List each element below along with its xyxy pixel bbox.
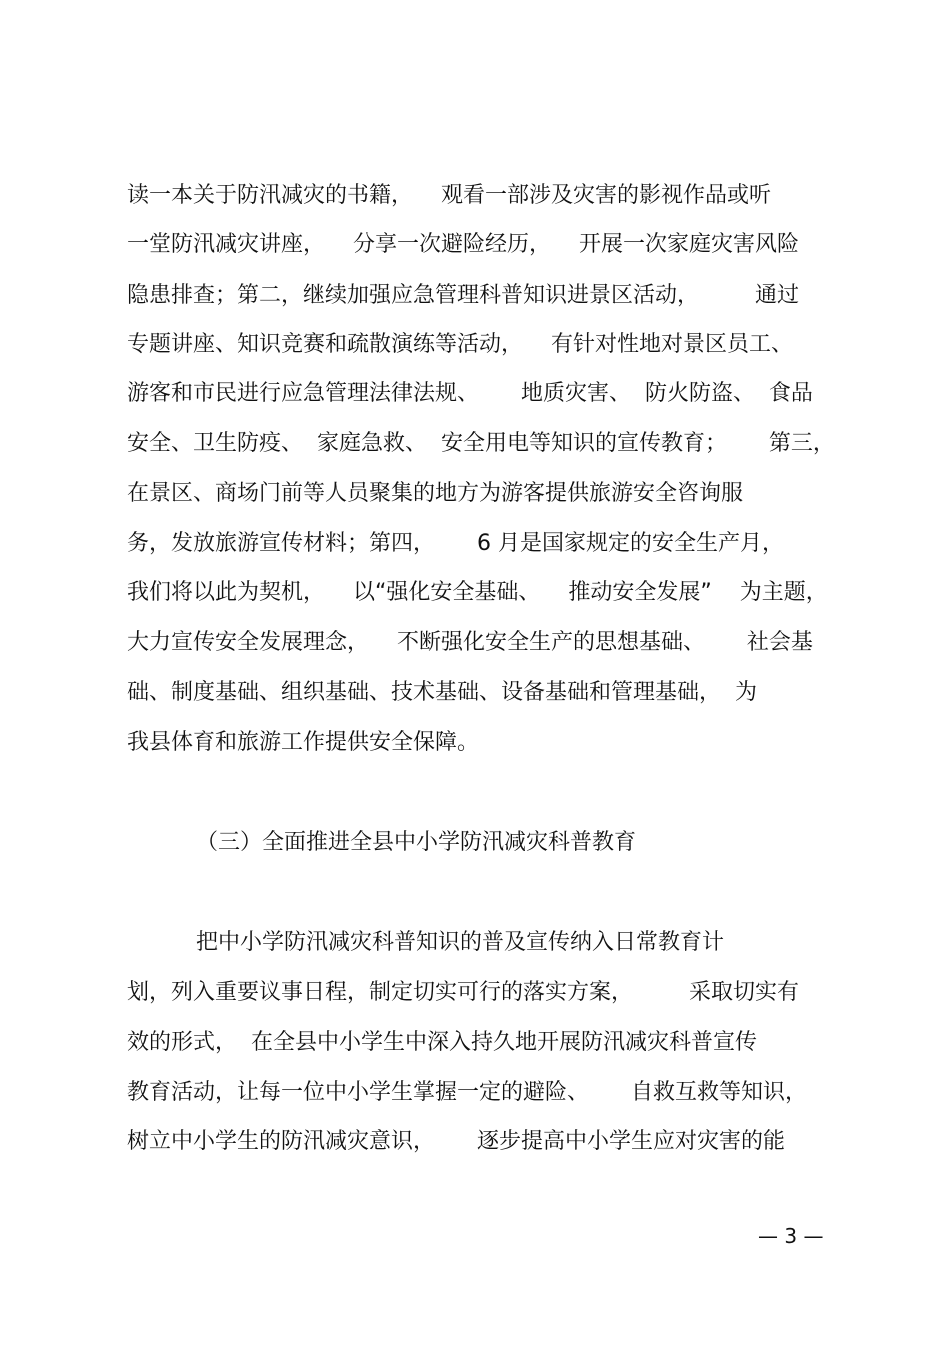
paragraph-line: 专题讲座、知识竞赛和疏散演练等活动， 有针对性地对景区员工、 — [127, 332, 793, 357]
paragraph-line: 划，列入重要议事日程，制定切实可行的落实方案， 采取切实有 — [127, 980, 799, 1005]
paragraph-line: 大力宣传安全发展理念， 不断强化安全生产的思想基础、 社会基 — [127, 630, 813, 655]
paragraph-line: 隐患排查；第二，继续加强应急管理科普知识进景区活动， 通过 — [127, 283, 799, 308]
paragraph-line: 游客和市民进行应急管理法律法规、 地质灾害、 防火防盗、 食品 — [127, 381, 813, 406]
paragraph-line: 安全、卫生防疫、 家庭急救、 安全用电等知识的宣传教育； 第三， — [127, 431, 835, 456]
paragraph-line: 树立中小学生的防汛减灾意识， 逐步提高中小学生应对灾害的能 — [127, 1129, 785, 1154]
paragraph-line: 教育活动，让每一位中小学生掌握一定的避险、 自救互救等知识， — [127, 1080, 807, 1105]
paragraph-line: 我县体育和旅游工作提供安全保障。 — [127, 730, 480, 755]
paragraph-line: 务，发放旅游宣传材料；第四， 6 月是国家规定的安全生产月， — [127, 531, 784, 556]
paragraph-line: 我们将以此为契机， 以“强化安全基础、 推动安全发展” 为主题， — [127, 580, 828, 605]
paragraph-line: 在景区、商场门前等人员聚集的地方为游客提供旅游安全咨询服 — [127, 481, 744, 506]
section-heading: （三）全面推进全县中小学防汛减灾科普教育 — [196, 830, 637, 855]
page-number: — 3 — — [758, 1224, 824, 1248]
paragraph-line: 效的形式， 在全县中小学生中深入持久地开展防汛减灾科普宣传 — [127, 1030, 757, 1055]
paragraph-line: 础、制度基础、组织基础、技术基础、设备基础和管理基础， 为 — [127, 680, 757, 705]
paragraph-line: 读一本关于防汛减灾的书籍， 观看一部涉及灾害的影视作品或听 — [127, 183, 771, 208]
paragraph-line: 把中小学防汛减灾科普知识的普及宣传纳入日常教育计 — [196, 930, 725, 955]
paragraph-line: 一堂防汛减灾讲座， 分享一次避险经历， 开展一次家庭灾害风险 — [127, 232, 799, 257]
